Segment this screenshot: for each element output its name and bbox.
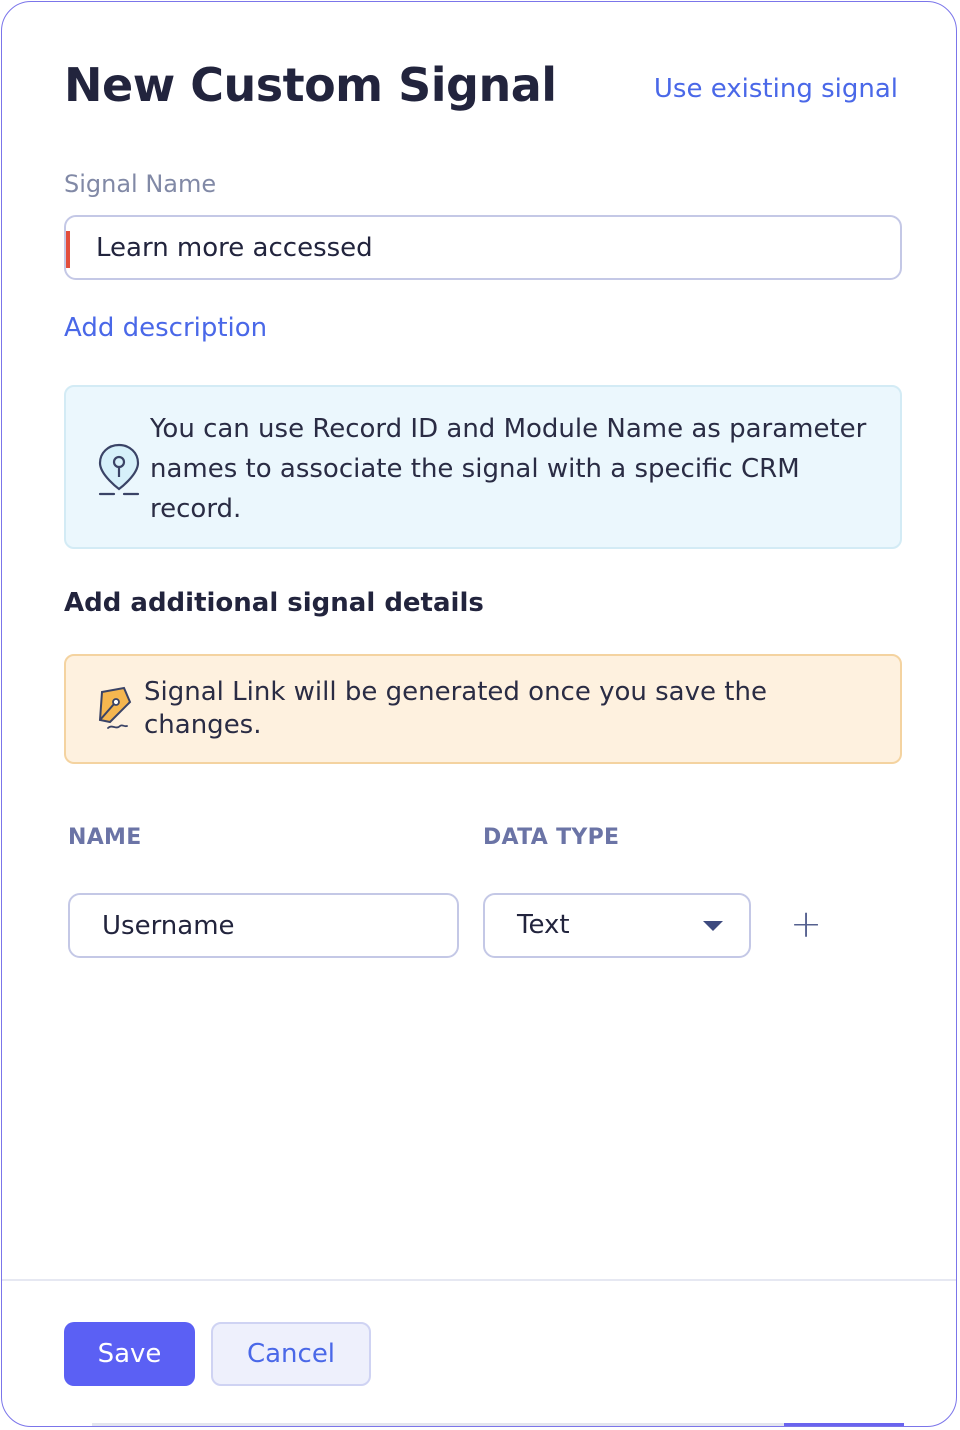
save-button[interactable]: Save — [64, 1322, 195, 1386]
info-note — [64, 385, 902, 549]
column-header-name: NAME — [68, 825, 142, 850]
data-type-select[interactable] — [483, 893, 751, 958]
data-type-value: Text — [517, 910, 570, 940]
info-note-text: You can use Record ID and Module Name as parameter names to associate the signal with a specific CRM record. — [150, 414, 867, 524]
signal-name-label: Signal Name — [64, 170, 217, 198]
param-name-field[interactable] — [68, 893, 459, 958]
caret-down-icon — [703, 921, 723, 931]
plus-icon[interactable]: + — [790, 902, 822, 946]
dialog-title: New Custom Signal — [64, 58, 557, 112]
footer-divider — [2, 1279, 956, 1281]
additional-details-heading: Add additional signal details — [64, 588, 484, 618]
warning-note-text: Signal Link will be generated once you save the changes. — [144, 677, 767, 740]
signal-name-input[interactable] — [96, 217, 876, 278]
custom-signal-dialog — [1, 1, 957, 1427]
mandatory-indicator — [66, 231, 70, 268]
warning-note — [64, 654, 902, 764]
location-pin-icon — [96, 442, 142, 498]
bottom-scroll-strip — [92, 1423, 904, 1427]
scroll-indicator — [784, 1423, 904, 1427]
param-name-input[interactable] — [102, 895, 442, 956]
add-description-link[interactable]: Add description — [64, 313, 268, 343]
use-existing-signal-link[interactable]: Use existing signal — [653, 74, 898, 104]
pen-nib-icon — [94, 686, 134, 732]
signal-name-field[interactable] — [64, 215, 902, 280]
cancel-button[interactable]: Cancel — [211, 1322, 371, 1386]
column-header-data-type: DATA TYPE — [483, 825, 620, 850]
